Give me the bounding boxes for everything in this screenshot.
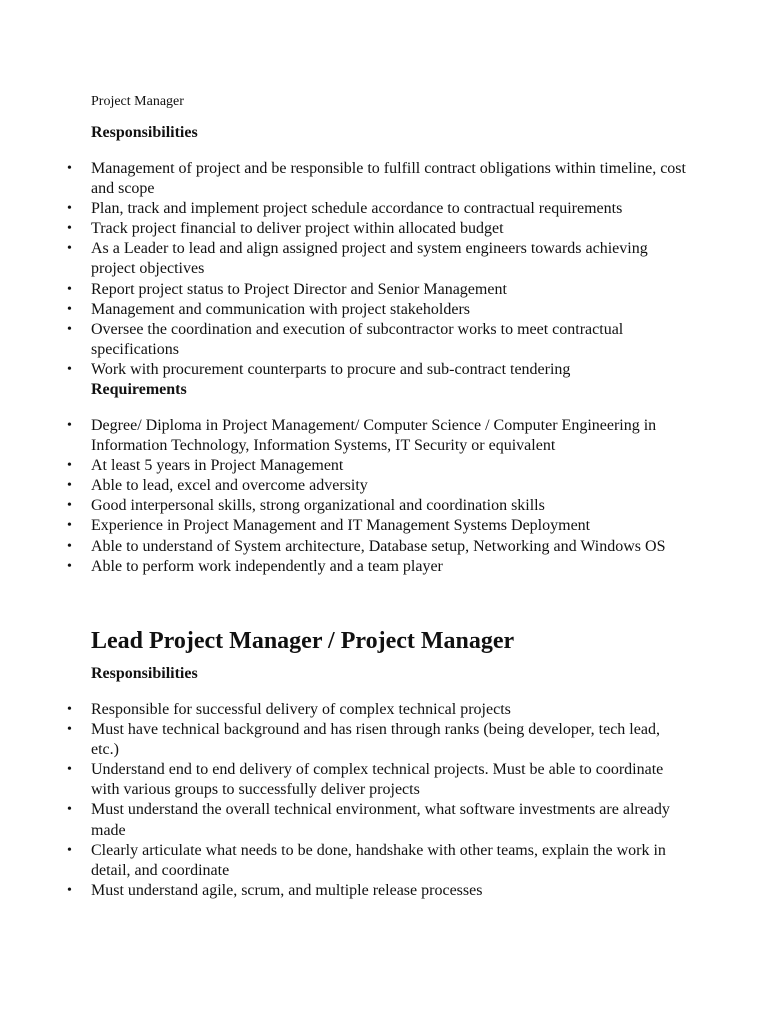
list-item: • Track project financial to deliver project within allocated budget (91, 219, 691, 239)
list-item: • Work with procurement counterparts to procure and sub-contract tendering (91, 360, 691, 380)
responsibilities-list (91, 159, 691, 380)
responsibilities-list-2 (91, 700, 691, 901)
list-item: • Experience in Project Management and IT Management Systems Deployment (91, 516, 691, 536)
list-item: • Responsible for successful delivery of complex technical projects (91, 700, 691, 720)
list-item: • Management of project and be responsible to fulfill contract obligations within timeline, cost and scope (91, 159, 691, 199)
list-item: • As a Leader to lead and align assigned project and system engineers towards achieving project objectives (91, 239, 691, 279)
list-item: • Must understand agile, scrum, and multiple release processes (91, 881, 691, 901)
list-item: • Oversee the coordination and execution of subcontractor works to meet contractual specifications (91, 320, 691, 360)
list-item: • Plan, track and implement project schedule accordance to contractual requirements (91, 199, 691, 219)
responsibilities-heading-2: Responsibilities (91, 665, 198, 682)
requirements-list (91, 416, 691, 577)
list-item: • Clearly articulate what needs to be done, handshake with other teams, explain the work in detail, and coordinate (91, 841, 691, 881)
list-item: • Able to understand of System architecture, Database setup, Networking and Windows OS (91, 537, 691, 557)
list-item: • At least 5 years in Project Management (91, 456, 691, 476)
list-item: • Report project status to Project Director and Senior Management (91, 280, 691, 300)
list-item: • Must have technical background and has risen through ranks (being developer, tech lead, etc.) (91, 720, 691, 760)
list-item: • Able to perform work independently and a team player (91, 557, 691, 577)
list-item: • Degree/ Diploma in Project Management/ Computer Science / Computer Engineering in Information Technology, Information Systems, IT Security or equivalent (91, 416, 691, 456)
job-title-lead-project-manager: Lead Project Manager / Project Manager (91, 628, 515, 654)
list-item: • Understand end to end delivery of complex technical projects. Must be able to coordinate with various groups to successfully deliver projects (91, 760, 691, 800)
list-item: • Able to lead, excel and overcome adversity (91, 476, 691, 496)
list-item: • Management and communication with project stakeholders (91, 300, 691, 320)
list-item: • Must understand the overall technical environment, what software investments are already made (91, 800, 691, 840)
requirements-heading: Requirements (91, 381, 187, 398)
job-title-project-manager: Project Manager (91, 94, 184, 109)
list-item: • Good interpersonal skills, strong organizational and coordination skills (91, 496, 691, 516)
responsibilities-heading: Responsibilities (91, 124, 198, 141)
